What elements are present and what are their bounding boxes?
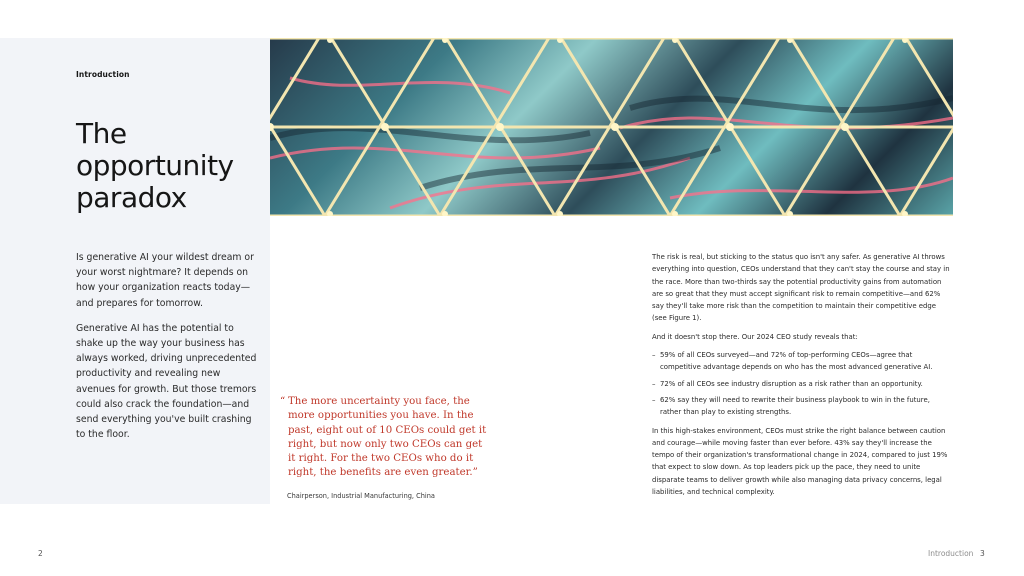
list-item: [652, 378, 952, 390]
list-item-text: 59% of all CEOs surveyed—and 72% of top-performing CEOs—agree that competitive advantage depends on who has the most advanced generative AI.: [660, 351, 933, 372]
bullet-dash: –: [652, 351, 656, 360]
pull-quote: [281, 395, 491, 481]
quote-attribution: Chairperson, Industrial Manufacturing, China: [287, 492, 435, 500]
list-item-text: 72% of all CEOs see industry disruption as a risk rather than an opportunity.: [660, 379, 923, 388]
intro-text: [76, 250, 261, 452]
list-item: [652, 349, 952, 374]
right-column: [652, 251, 952, 504]
intro-paragraph: Generative AI has the potential to shake up the way your business has always worked, driving unprecedented productivity and revealing new avenues for growth. But those tremors could also crack the foundation—and send everything you've built crashing to the floor.: [76, 322, 257, 441]
page-number-left: 2: [38, 549, 43, 558]
footer-section-label: Introduction: [928, 549, 974, 558]
list-item-text: 62% say they will need to rewrite their business playbook to win in the future, rather than play to existing strengths.: [660, 395, 930, 417]
list-item: [652, 394, 952, 419]
glass-ceiling-lattice: [270, 38, 953, 216]
body-paragraph: In this high-stakes environment, CEOs must strike the right balance between caution and courage—while moving faster than ever before. 43% say they'll increase the tempo of their organization's transformational change in 2024, compared to just 19% that expect to slow down. As top leaders pick up the pace, they need to unite disparate teams to deliver growth while also managing data privacy concerns, legal liabilities, and technical complexity.: [652, 426, 948, 497]
page-title: The opportunity paradox: [76, 117, 234, 214]
page-number-right: 3: [980, 549, 985, 558]
quote-open-mark: “: [280, 396, 286, 407]
body-paragraph: The risk is real, but sticking to the status quo isn't any safer. As generative AI throws everything into question, CEOs understand that they can't stay the course and stay in the race. More than two-thirds say the potential productivity gains from automation are so great that they must accept significant risk to remain competitive—and 62% say they'll take more risk than the competition to maintain their competitive edge (see Figure 1).: [652, 253, 950, 323]
body-paragraph: And it doesn't stop there. Our 2024 CEO study reveals that:: [652, 332, 858, 341]
intro-paragraph: Is generative AI your wildest dream or your worst nightmare? It depends on how your organization reacts today—and prepares for tomorrow.: [76, 252, 254, 309]
quote-text: The more uncertainty you face, the more opportunities you have. In the past, eight out of 10 CEOs could get it right, but now only two CEOs can get it right. For the two CEOs who do it right, the benefits are even greater.”: [288, 396, 487, 479]
section-label: Introduction: [76, 70, 130, 79]
hero-image: [270, 38, 953, 216]
bullet-dash: –: [652, 395, 656, 404]
findings-list: [652, 349, 952, 418]
bullet-dash: –: [652, 379, 656, 388]
